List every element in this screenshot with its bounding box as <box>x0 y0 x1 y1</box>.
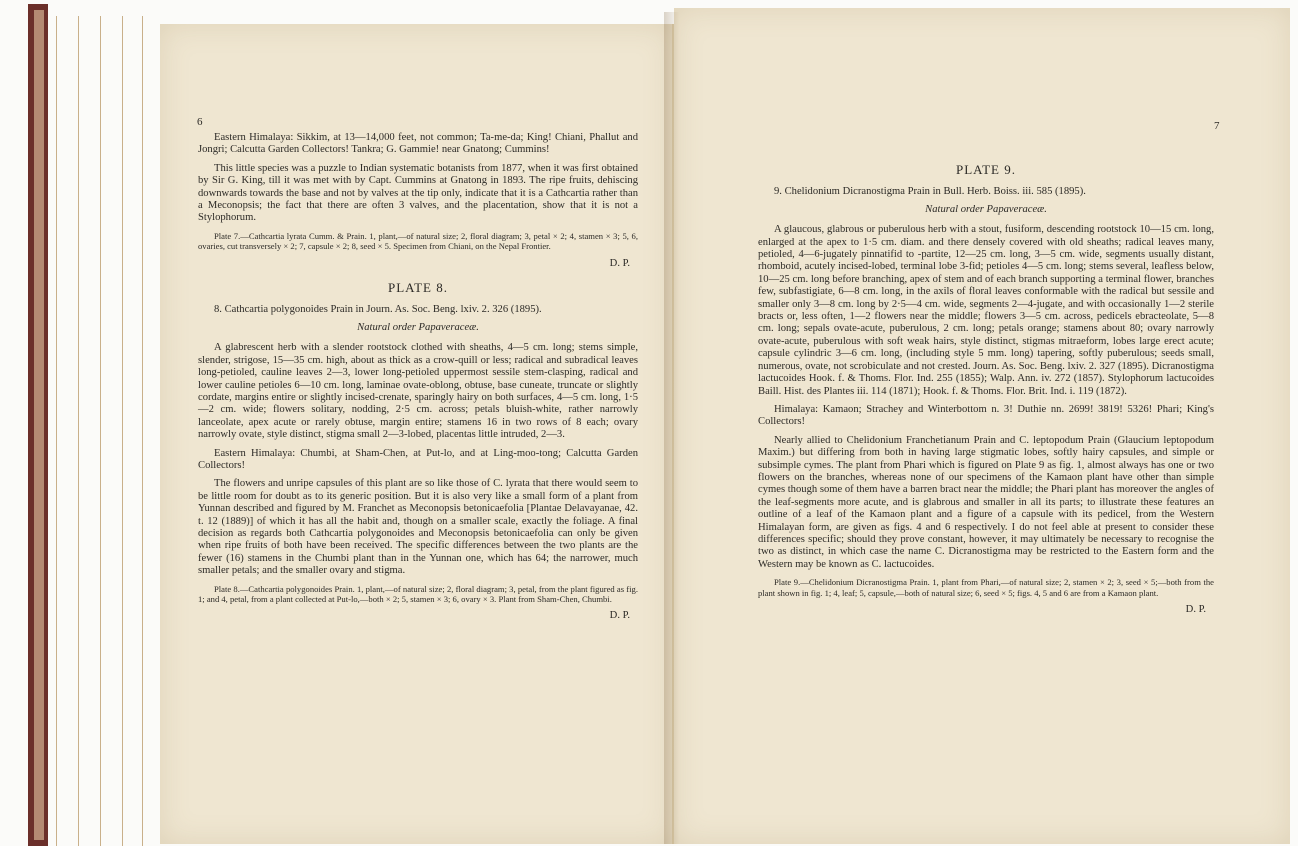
distribution-paragraph: Eastern Himalaya: Sikkim, at 13—14,000 feet, not common; Ta-me-da; King! Chiani, Phallut and Jongri; Calcutta Garden Collectors! Tankra; G. Gammie! near Gnatong; Cummins! <box>198 132 638 156</box>
plate-9-distribution: Himalaya: Kamaon; Strachey and Winterbottom n. 3! Duthie nn. 2699! 3819! 5326! Phari; King's Collectors! <box>758 403 1214 428</box>
plate-9-title: PLATE 9. <box>956 162 1016 177</box>
right-page-text <box>758 152 1214 622</box>
page-stack-line <box>100 16 101 846</box>
plate-7-caption: Plate 7.—Cathcartia lyrata Cumm. & Prain. 1, plant,—of natural size; 2, floral diagram; 3, petal × 2; 4, stamen × 3; 5, 6, ovaries, cut transversely × 2; 7, capsule × 2; 8, seed × 5. Specimen from Chiani, on the Nepal Frontier. <box>198 230 638 252</box>
plate-8-caption: Plate 8.—Cathcartia polygonoides Prain. 1, plant,—of natural size; 2, floral diagram; 3, petal, from the plant figured as fig. 1; and 4, petal, from a plant collected at Put-lo,—both × 2; 5, stamen × 3; 6, ovary × 3. Plant from Sham-Chen, Chumbi. <box>198 583 638 604</box>
plate-8-description: A glabrescent herb with a slender rootstock clothed with sheaths, 4—5 cm. long; stems simple, slender, strigose, 15—35 cm. high, about as thick as a crow-quill or less; radical and subradical leaves long-petioled, cauline leaves 2—3, lower long-petioled uppermost sessile stem-clasping, radical and lower cauline petioles 6—10 cm. long, laminae ovate-oblong, obtuse, base cuneate, truncate or slightly cordate, margins entire or slightly incised-crenate, sparingly hairy on both surfaces, 4—5 cm. long, 1·5—2 cm. wide; flowers solitary, nodding, 2·5 cm. across; petals bluish-white, rather narrowly lanceolate, apex acute or rarely obtuse, margin entire; stamens 16 in two rows of 8 each; ovary narrowly ovate, style distinct, stigma small 2—3-lobed, placentas little intruded, 2—3. <box>198 342 638 441</box>
plate-9-heading: 9. Chelidonium Dicranostigma Prain in Bull. Herb. Boiss. iii. 585 (1895). <box>774 186 1086 198</box>
plate-9-natural-order: Natural order Papaveraceæ. <box>925 203 1047 215</box>
page-stack-line <box>122 16 123 846</box>
signature: D. P. <box>1185 604 1206 615</box>
page-number-right: 7 <box>1214 120 1220 132</box>
book-cover-inner-edge <box>34 10 44 840</box>
plate-8-heading: 8. Cathcartia polygonoides Prain in Journ. As. Soc. Beng. lxiv. 2. 326 (1895). <box>214 304 542 316</box>
plate-9-notes: Nearly allied to Chelidonium Franchetianum Prain and C. leptopodum Prain (Glaucium leptopodum Maxim.) but differing from both in having large stigmatic lobes, softly hairy capsules, and simple or subsimple cymes. The plant from Phari which is figured on Plate 9 as fig. 1, almost always has one or two flowers on the branches, whereas none of our specimens of the Kamaon plant have other than simple cymes though some of them have a barren bract near the middle; the Phari plant has moreover the angles of the leaf-segments more acute, and is glabrous and smaller in all its parts; to illustrate these features an outline of a leaf of the Kamaon plant and a figure of a capsule with its pedicel, from the Western Himalayan form, are given as figs. 4 and 6 respectively. I do not feel able at present to consider these differences specific; should they prove constant, however, it may ultimately be necessary to recognise the two as distinct, in which case the name C. Dicranostigma may be restricted to the Eastern form and the Western may be known as C. lactucoides. <box>758 434 1214 570</box>
page-stack-line <box>78 16 79 846</box>
left-page-text <box>198 132 638 629</box>
plate-8-distribution: Eastern Himalaya: Chumbi, at Sham-Chen, at Put-lo, and at Ling-moo-tong; Calcutta Garden Collectors! <box>198 447 638 471</box>
page-number-left: 6 <box>197 116 203 128</box>
page-stack-line <box>142 16 143 846</box>
plate-8-natural-order: Natural order Papaveraceæ. <box>357 321 479 333</box>
plate-9-description: A glaucous, glabrous or puberulous herb with a stout, fusiform, descending rootstock 10—15 cm. long, enlarged at the apex to 1·5 cm. diam. and there densely covered with old sheaths; radical leaves many, petioled, 4—6-jugately pinnatifid to -partite, 12—25 cm. long, 3—5 cm. wide, segments usually distant, rhomboid, acutely incised-lobed, terminal lobe 3-fid; petioles 4—5 cm. long; stems several, leafless below, 10—25 cm. long before branching, apex of stem and of each branch supporting a terminal flower, branches few, subfastigiate, 6—8 cm. long, in the axils of floral leaves conformable with the radical but sessile and smaller only 3—8 cm. long by 2·5—4 cm. wide, segments 2—4-jugate, and with occasionally 1—2 sterile bracts or, less often, 1—2 flowers near the middle; flowers 3—5 cm. across, pedicels ebracteolate, 5—8 cm. long; sepals ovate-acute, puberulous, 2 cm. long; petals orange; stamens about 80; ovary narrowly ovate-acute, puberulous with soft weak hairs, style distinct, stigmas mitraeform, lobes large erect acute; capsule cylindric 3—6 cm. long, (including style 5 mm. long) tapering, softly puberulous; seeds small, numerous, ovate, not scrobiculate and not crested. Journ. As. Soc. Beng. lxiv. 2. 327 (1895). Dicranostigma lactucoides Hook. f. & Thoms. Flor. Ind. 255 (1855); Walp. Ann. iv. 272 (1857). Stylophorum lactucoides Baill. Hist. des Plantes iii. 114 (1871); Hook. f. & Thoms. Flor. Brit. Ind. i. 119 (1872). <box>758 224 1214 397</box>
plate-9-caption: Plate 9.—Chelidonium Dicranostigma Prain. 1, plant from Phari,—of natural size; 2, stamen × 2; 3, seed × 5;—both from the plant shown in fig. 1; 4, leaf; 5, capsule,—both of natural size; 6, seed × 5; figs. 4, 5 and 6 are from a Kamaon plant. <box>758 577 1214 598</box>
signature: D. P. <box>609 257 630 269</box>
book-gutter <box>664 12 686 844</box>
plate-8-title: PLATE 8. <box>388 280 448 296</box>
page-stack-line <box>56 16 57 846</box>
notes-paragraph: This little species was a puzzle to Indian systematic botanists from 1877, when it was first obtained by Sir G. King, till it was met with by Capt. Cummins at Gnatong in 1893. The ripe fruits, dehiscing downwards towards the base and not by valves at the tip only, indicate that it is a Cathcartia rather than a Meconopsis; the fact that there are often 3 valves, and the placentation, show that it is not a Stylophorum. <box>198 162 638 224</box>
signature: D. P. <box>609 610 630 622</box>
plate-8-notes: The flowers and unripe capsules of this plant are so like those of C. lyrata that there would seem to be little room for doubt as to its generic position. But it is also very like a small form of a plant from Yunnan described and figured by M. Franchet as Meconopsis betonicaefolia [Plantae Delavayanae, 42. t. 12 (1889)] of which it has all the habit and, though on a smaller scale, exactly the foliage. A final decision as regards both Cathcartia polygonoides and Meconopsis betonicaefolia can only be given when ripe fruits of both have been received. The specific differences between the two plants are the fewer (16) stamens in the Chumbi plant than in the Yunnan one, which has 64; the narrower, much smaller petals; and the smaller ovary and stigma. <box>198 478 638 577</box>
